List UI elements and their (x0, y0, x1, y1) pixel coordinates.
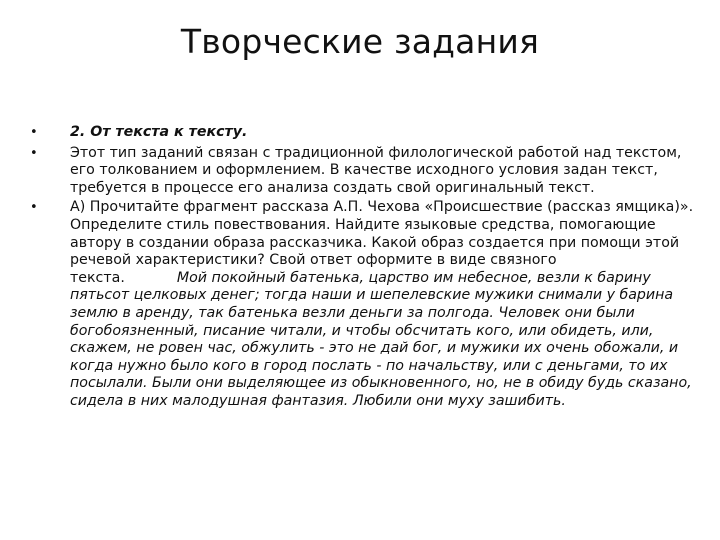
bullet-list (30, 124, 694, 411)
bullet-marker: • (30, 200, 38, 216)
task-text: А) Прочитайте фрагмент рассказа А.П. Чехова «Происшествие (рассказ ямщика)». Определите стиль повествования. Найдите языковые средства, помогающие автору в создании образа рассказчика. Какой образ создается при помощи этой речевой характеристики? Свой ответ оформите в виде связного текста. (70, 199, 694, 286)
list-item (30, 124, 694, 142)
list-item (30, 145, 694, 198)
chekhov-quote: Мой покойный батенька, царство им небесное, везли к барину пятьсот целковых денег; тогда наши и шепелевские мужики снимали у барина землю в аренду, так батенька везли деньги за полгода. Человек они были богобоязненный, писание читали, и чтобы обсчитать кого, или обидеть, или, скажем, не ровен час, обжулить - это не дай бог, и мужики их очень обожали, и когда нужно было кого в город послать - по начальству, или с деньгами, то их посылали. Были они выделяющее из обыкновенного, но, не в обиду будь сказано, сидела в них малодушная фантазия. Любили они муху зашибить. (70, 269, 692, 409)
section-heading: 2. От текста к тексту. (70, 124, 248, 140)
description-text: Этот тип заданий связан с традиционной филологической работой над текстом, его толкованием и оформлением. В качестве исходного условия задан текст, требуется в процессе его анализа создать свой оригинальный текст. (70, 144, 682, 196)
bullet-marker: • (30, 145, 38, 161)
list-item (30, 199, 694, 410)
slide-title: Творческие задания (180, 22, 540, 61)
bullet-marker: • (30, 125, 38, 140)
